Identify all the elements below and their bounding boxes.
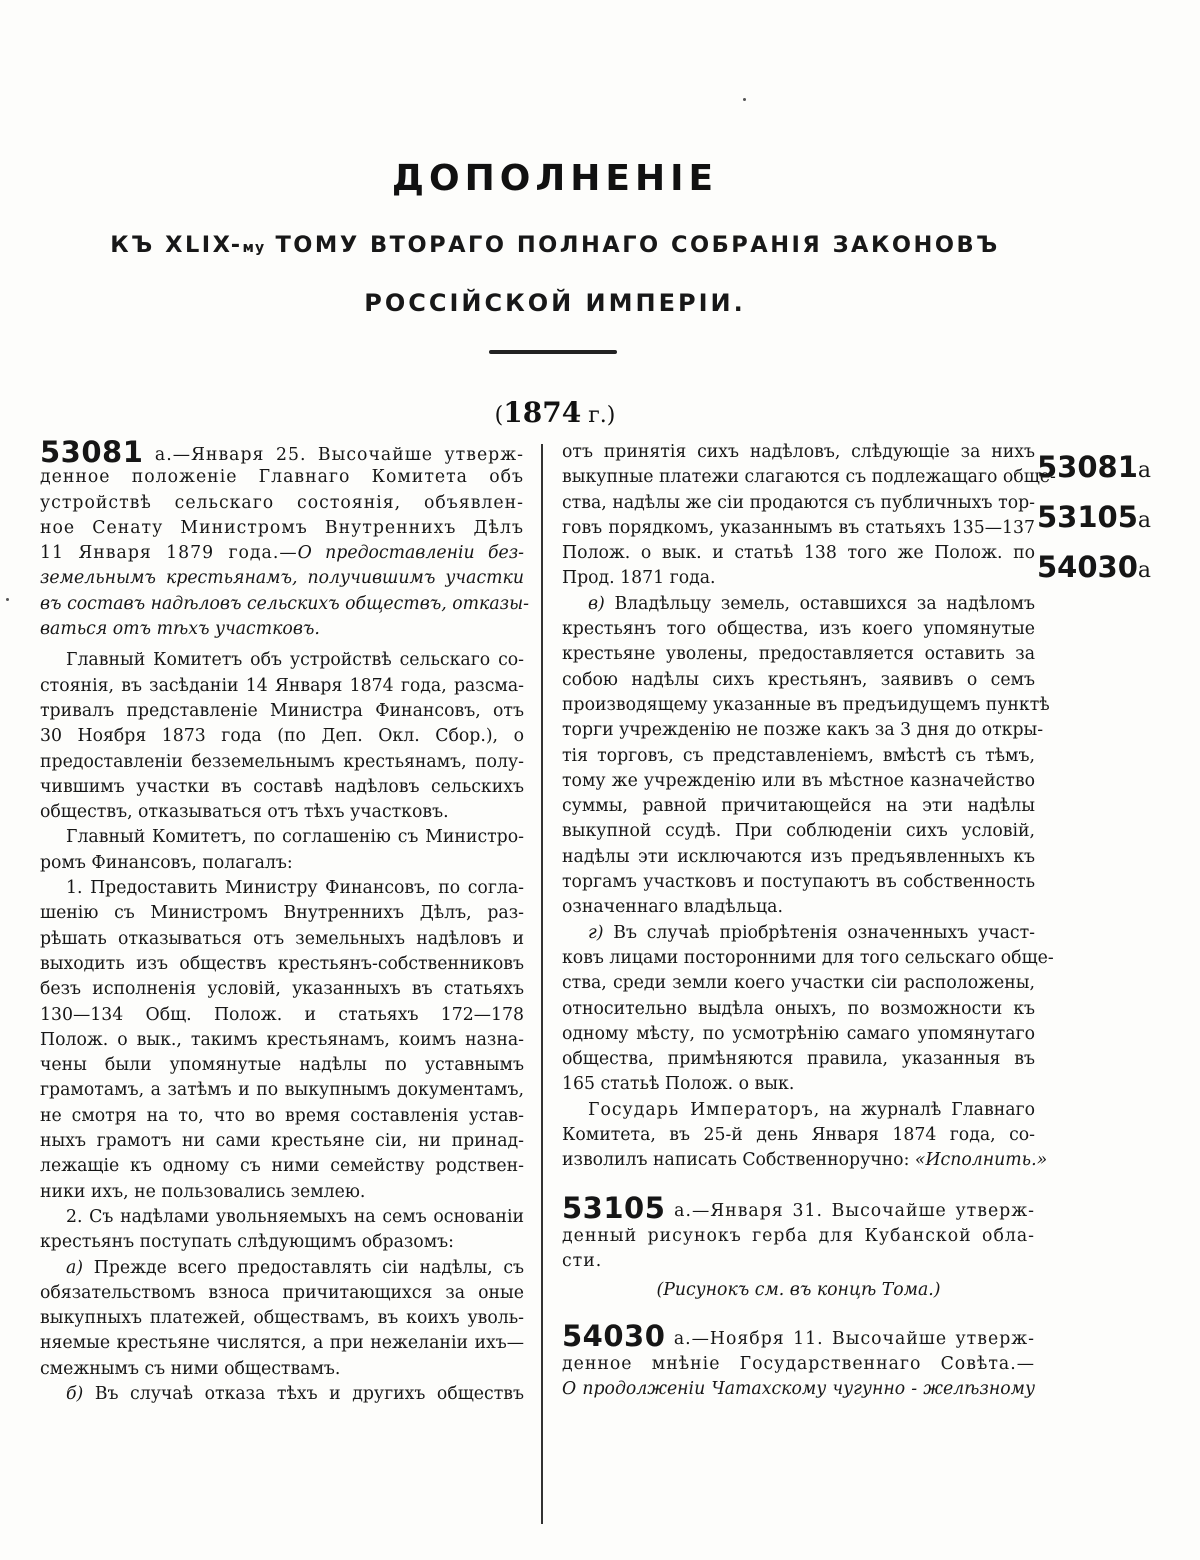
- text-line: О продолженіи Чатахскому чугунно - желѣзному: [562, 1378, 1035, 1399]
- figure-note: (Рисунокъ см. въ концѣ Тома.): [656, 1280, 941, 1301]
- margin-references: [1037, 450, 1197, 592]
- text-line: ства, среди земли коего участки сіи расположены,: [562, 973, 1035, 994]
- text-line: смежнымъ съ ними обществамъ.: [40, 1358, 341, 1379]
- text-line: общества, примѣняются правила, указанныя въ: [562, 1049, 1035, 1070]
- text-line: Прод. 1871 года.: [562, 568, 716, 589]
- text-line: ковъ лицами посторонними для того сельскаго обще-: [562, 947, 1054, 968]
- item-letter-v: в): [588, 593, 605, 614]
- margin-ref: [1037, 500, 1197, 542]
- page-subtitle-2: РОССІЙСКОЙ ИМПЕРІИ.: [364, 289, 746, 317]
- subtitle-prefix: КЪ XLIX-: [110, 232, 243, 258]
- year-number: 1874: [503, 396, 582, 429]
- text-line: выходить изъ обществъ крестьянъ-собственниковъ: [40, 953, 524, 974]
- text-line: денное положеніе Главнаго Комитета объ: [40, 467, 524, 488]
- text-line: не смотря на то, что во время составленія устав-: [40, 1105, 524, 1126]
- subtitle-ordinal: му: [242, 240, 266, 256]
- left-column: [40, 435, 530, 1407]
- text-line: [562, 592, 1035, 617]
- year-heading: [0, 396, 1110, 429]
- text-line: ники ихъ, не пользовались землею.: [40, 1181, 366, 1202]
- text-line: тому же учрежденію или въ мѣстное казначейство: [562, 770, 1035, 791]
- item-text: Въ случаѣ отказа тѣхъ и другихъ обществъ: [83, 1383, 524, 1404]
- text-line: сти.: [562, 1250, 603, 1271]
- page-subtitle: [0, 232, 1110, 258]
- entry-number: 53081: [40, 435, 144, 469]
- margin-ref: [1037, 550, 1197, 592]
- entry-header: а.—Января 25. Высочайше утверж-: [143, 445, 524, 465]
- subtitle-rest: ТОМУ ВТОРАГО ПОЛНАГО СОБРАНІЯ ЗАКОНОВЪ: [265, 232, 1000, 258]
- text-line: денный рисунокъ герба для Кубанской обла-: [562, 1225, 1035, 1246]
- text-line: говъ порядкомъ, указаннымъ въ статьяхъ 135—137: [562, 517, 1035, 538]
- entry-subject: О предоставленіи без-: [297, 543, 524, 564]
- text-line: отъ принятія сихъ надѣловъ, слѣдующіе за нихъ: [562, 442, 1035, 462]
- item-text: Владѣльцу земель, оставшихся за надѣломъ: [604, 593, 1035, 614]
- text-line: шенію съ Министромъ Внутреннихъ Дѣлъ, раз-: [40, 903, 524, 924]
- text-line: обязательствомъ взноса причитающихся за оные: [40, 1282, 524, 1303]
- text-line: рѣшать отказываться отъ земельныхъ надѣловъ и: [40, 928, 524, 949]
- text-line: чены были упомянутые надѣлы по уставнымъ: [40, 1055, 524, 1076]
- text-line: предоставленіи безземельнымъ крестьянамъ, полу-: [40, 751, 524, 772]
- text-line: торгамъ участковъ и поступаютъ въ собственность: [562, 872, 1035, 893]
- right-column: [562, 440, 1056, 1402]
- text-line: ныхъ грамотъ ни сами крестьяне сіи, ни принад-: [40, 1131, 524, 1152]
- margin-ref-suffix: а: [1137, 558, 1152, 583]
- item-text: Въ случаѣ пріобрѣтенія означенныхъ участ-: [603, 922, 1035, 943]
- item-letter-b: б): [66, 1383, 84, 1404]
- text-line: стоянія, въ засѣданіи 14 Января 1874 года, разсма-: [40, 675, 524, 696]
- item-letter-g: г): [588, 922, 604, 943]
- text-line: [40, 1382, 524, 1407]
- text-line: надѣлы эти исключаются изъ предъявленныхъ къ: [562, 846, 1035, 867]
- text-line: 30 Ноября 1873 года (по Деп. Окл. Сбор.), о: [40, 726, 524, 747]
- margin-ref-number: 53081: [1037, 450, 1138, 484]
- text-line: собою надѣлы сихъ крестьянъ, заявивъ о семъ: [562, 669, 1035, 690]
- text-line: [562, 921, 1035, 946]
- text-line: относительно выдѣла оныхъ, по возможности къ: [562, 998, 1035, 1019]
- text-line: выкупные платежи слагаются съ подлежащаго обще-: [562, 467, 1056, 488]
- text-line: няемые крестьяне числятся, а при нежеланіи ихъ—: [40, 1333, 524, 1354]
- entry-header: а.—Января 31. Высочайше утверж-: [665, 1200, 1035, 1221]
- text-line: ромъ Финансовъ, полагалъ:: [40, 852, 293, 873]
- text-line: [562, 1148, 1048, 1173]
- text-line: ства, надѣлы же сіи продаются съ публичныхъ тор-: [562, 492, 1035, 513]
- text-line: 1. Предоставить Министру Финансовъ, по согла-: [66, 878, 524, 899]
- resolution-quote: «Исполнить.»: [914, 1150, 1048, 1171]
- text-line: ное Сенату Министромъ Внутреннихъ Дѣлъ: [40, 517, 524, 538]
- text-line: [40, 435, 524, 469]
- text-line: Комитета, въ 25-й день Января 1874 года, со-: [562, 1125, 1035, 1146]
- title-rule: [489, 350, 617, 354]
- margin-ref-number: 54030: [1037, 550, 1138, 584]
- item-text: Прежде всего предоставлять сіи надѣлы, съ: [83, 1257, 524, 1278]
- text-line: означеннаго владѣльца.: [562, 897, 783, 918]
- text-line: земельнымъ крестьянамъ, получившимъ участки: [40, 568, 524, 589]
- text-line: безъ исполненія условій, указанныхъ въ статьяхъ: [40, 979, 524, 1000]
- print-speck: [743, 98, 746, 101]
- emperor-name: Государь Императоръ: [588, 1099, 814, 1120]
- margin-ref-number: 53105: [1037, 500, 1138, 534]
- text-line: крестьянъ поступать слѣдующимъ образомъ:: [40, 1232, 454, 1253]
- text-line: выкупной ссудѣ. При соблюденіи сихъ условій,: [562, 821, 1035, 842]
- text-line: Главный Комитетъ, по соглашенію съ Министро-: [66, 827, 524, 848]
- year-open: (: [494, 403, 504, 428]
- text-line: 165 статьѣ Полож. о вык.: [562, 1074, 795, 1095]
- text-line: тривалъ представленіе Министра Финансовъ, отъ: [40, 700, 524, 721]
- text-fragment: , на журналѣ Главнаго: [813, 1099, 1035, 1120]
- text-fragment: изволилъ написать Собственноручно:: [562, 1150, 915, 1171]
- text-line: [40, 541, 524, 566]
- text-line: чившимъ участки въ составѣ надѣловъ сельскихъ: [40, 776, 524, 797]
- text-line: лежащіе къ одному съ ними семейству родствен-: [40, 1156, 524, 1177]
- text-line: крестьяне уволены, предоставляется оставить за: [562, 644, 1035, 665]
- item-letter-a: а): [66, 1257, 84, 1278]
- text-line: грамотамъ, а затѣмъ и по выкупнымъ документамъ,: [40, 1080, 524, 1101]
- entry-header: а.—Ноября 11. Высочайше утверж-: [665, 1328, 1035, 1349]
- text-line: въ составъ надѣловъ сельскихъ обществъ, отказы-: [40, 593, 530, 614]
- text-line: суммы, равной причитающейся на эти надѣлы: [562, 796, 1035, 817]
- year-suffix: г.): [581, 403, 616, 428]
- margin-ref-suffix: а: [1137, 508, 1152, 533]
- text-line: тія торговъ, съ представленіемъ, вмѣстѣ съ тѣмъ,: [562, 745, 1035, 766]
- text-line: выкупныхъ платежей, обществамъ, въ коихъ уволь-: [40, 1308, 524, 1329]
- text-line: [562, 1318, 1035, 1353]
- column-divider: [541, 444, 543, 1524]
- entry-number: 54030: [562, 1318, 666, 1353]
- text-line: устройствѣ сельскаго состоянія, объявлен-: [40, 492, 524, 513]
- margin-ref-suffix: а: [1137, 458, 1152, 483]
- text-line: крестьянъ того общества, изъ коего упомянутые: [562, 619, 1035, 640]
- text-line: Главный Комитетъ объ устройствѣ сельскаго со-: [66, 650, 524, 671]
- text-line: денное мнѣніе Государственнаго Совѣта.—: [562, 1353, 1035, 1374]
- text-line: ваться отъ тѣхъ участковъ.: [40, 619, 320, 640]
- text-line: Полож. о вык. и статьѣ 138 того же Полож. по: [562, 543, 1035, 564]
- print-speck: [6, 598, 9, 601]
- margin-ref: [1037, 450, 1197, 492]
- text-line: [40, 1256, 524, 1281]
- entry-number: 53105: [562, 1190, 666, 1225]
- text-line: торги учрежденію не позже какъ за 3 дня до откры-: [562, 720, 1044, 741]
- text-line: [562, 1098, 1035, 1123]
- text-line: обществъ, отказываться отъ тѣхъ участковъ.: [40, 802, 449, 823]
- text-line: Полож. о вык., такимъ крестьянамъ, коимъ назна-: [40, 1029, 524, 1050]
- text-line: одному мѣсту, по усмотрѣнію самаго упомянутаго: [562, 1023, 1035, 1044]
- text-line: 2. Съ надѣлами увольняемыхъ на семъ основаніи: [66, 1206, 524, 1227]
- page-title: ДОПОЛНЕНІЕ: [391, 158, 719, 199]
- text-line: [562, 1190, 1035, 1225]
- entry-date: 11 Января 1879 года.—: [40, 543, 298, 564]
- text-line: производящему указанные въ предъидущемъ пунктѣ: [562, 694, 1050, 715]
- text-line: 130—134 Общ. Полож. и статьяхъ 172—178: [40, 1004, 524, 1025]
